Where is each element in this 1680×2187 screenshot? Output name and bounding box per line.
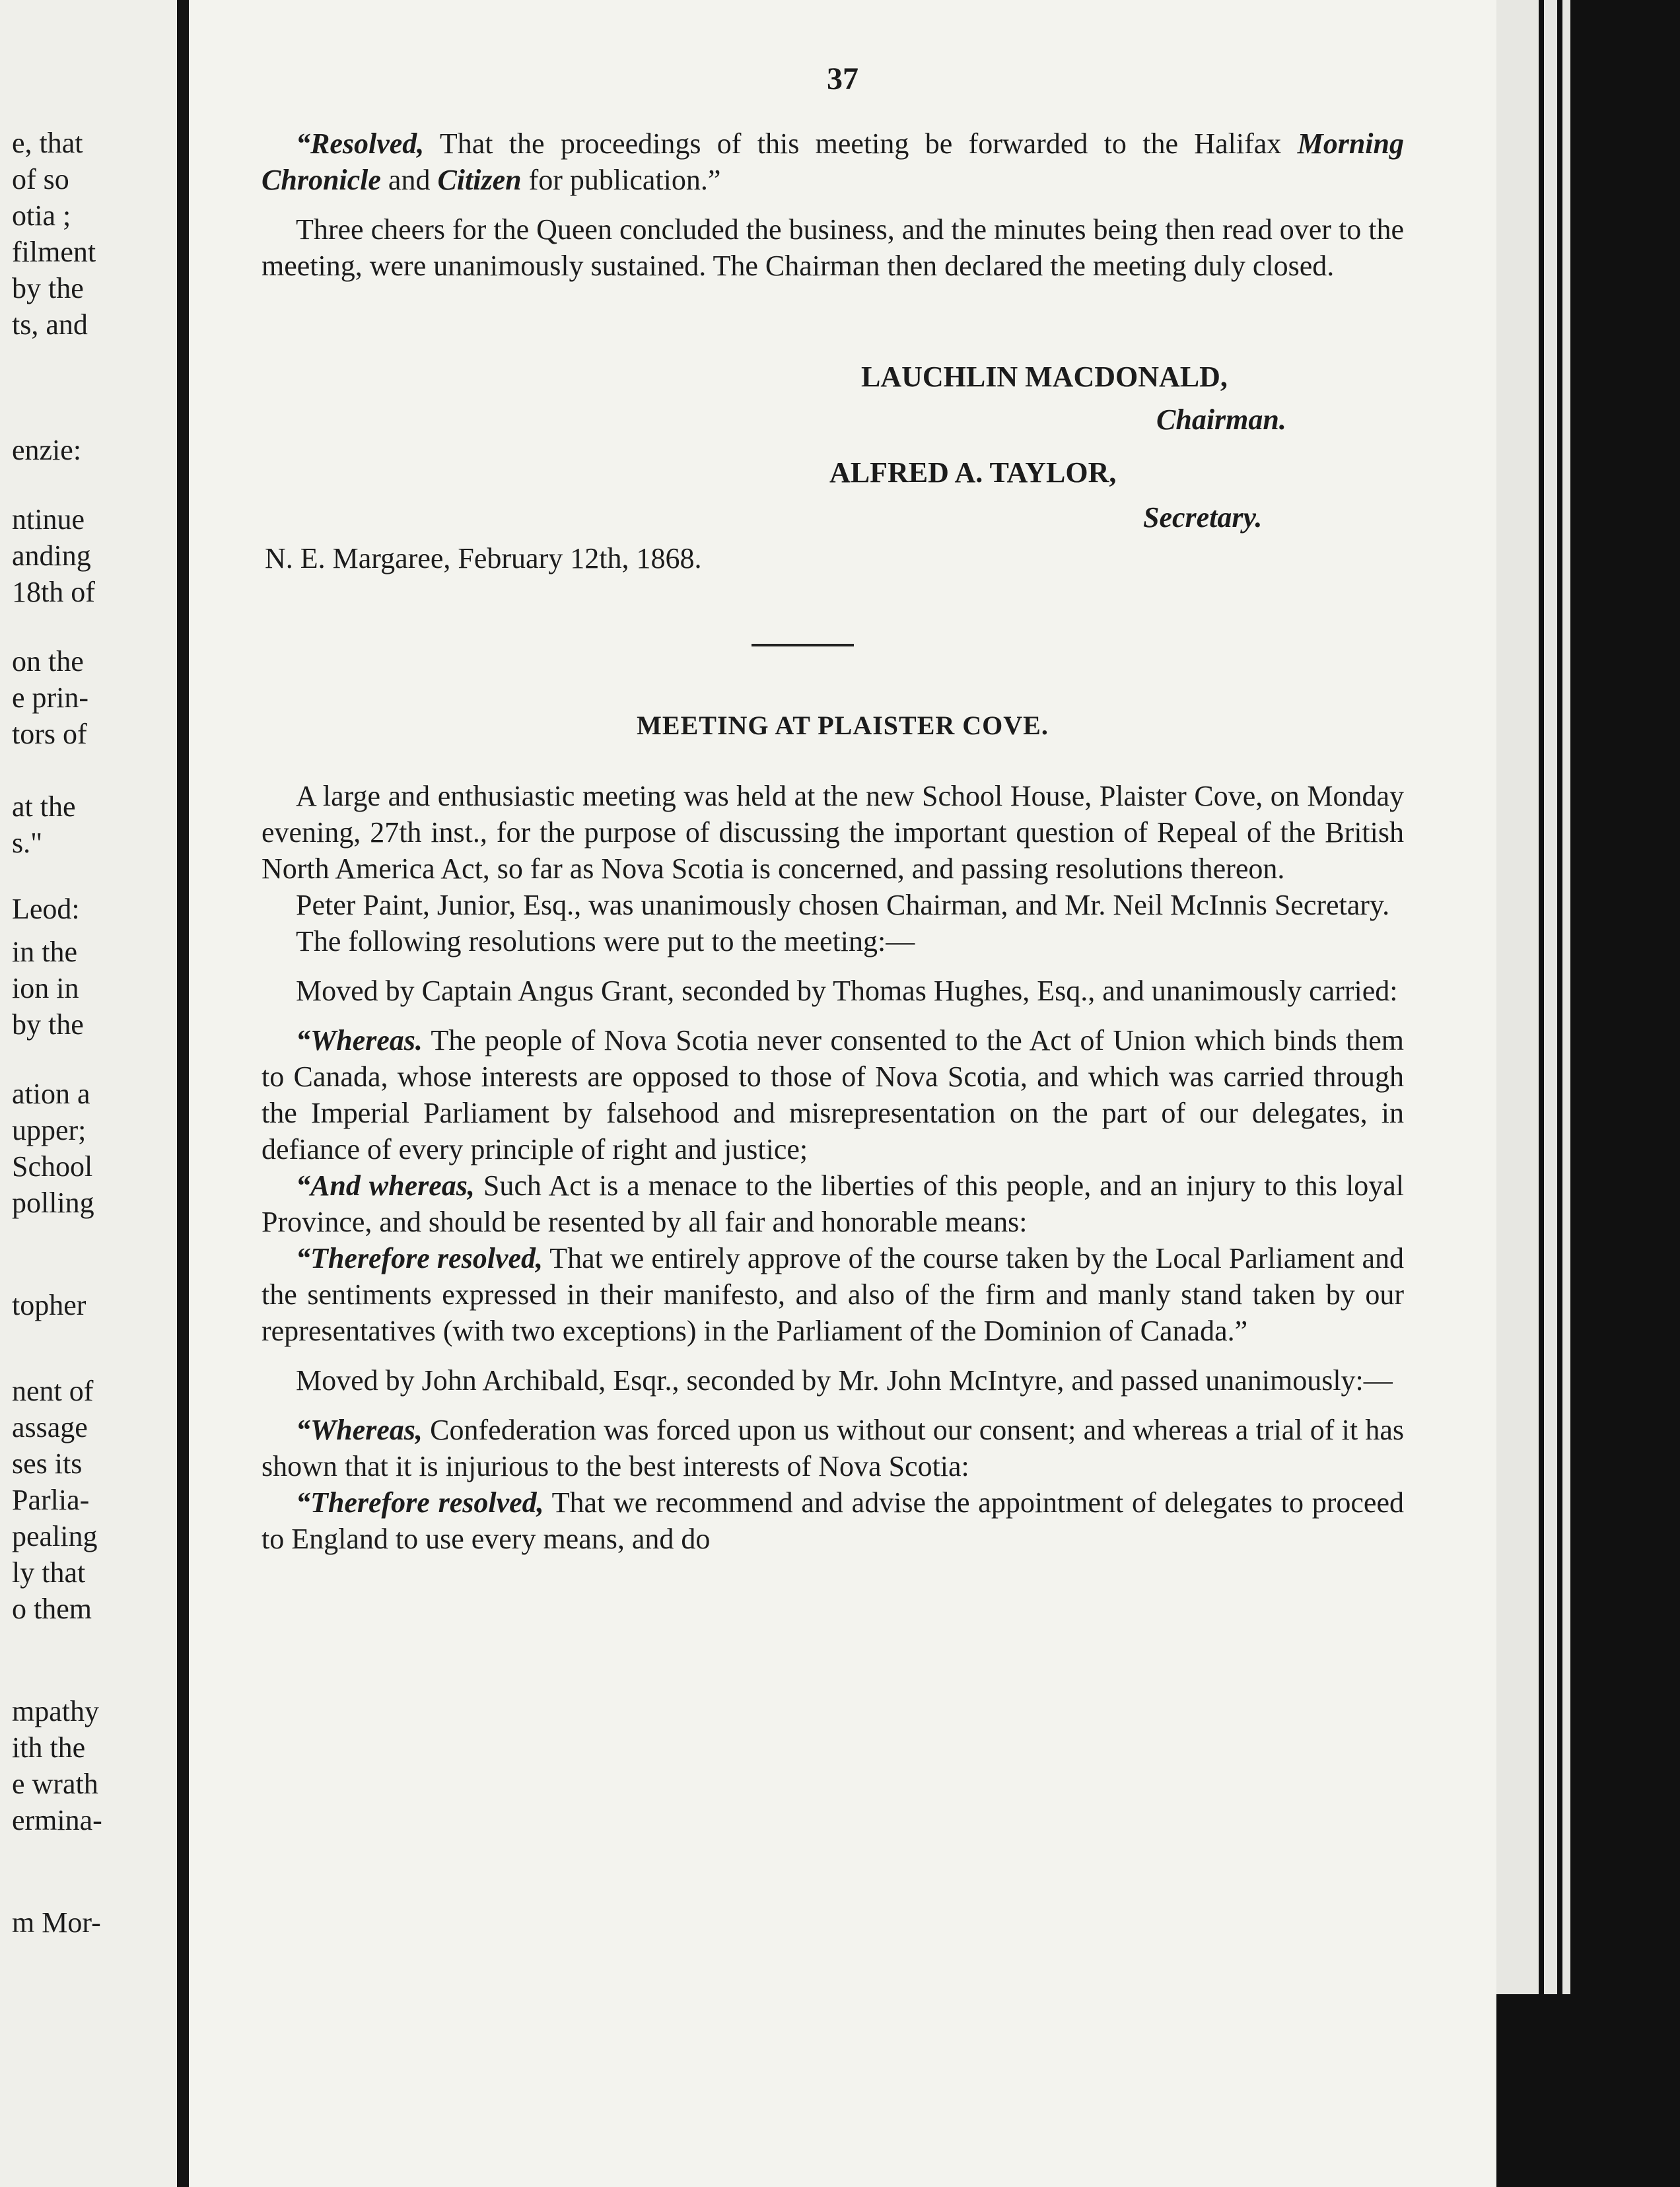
left-page-line: pealing (12, 1520, 98, 1552)
left-page-line: anding (12, 539, 91, 572)
document-page (189, 0, 1496, 2187)
resolved-text-c: for publication.” (521, 164, 721, 196)
chairman-title: Chairman. (1156, 403, 1286, 436)
left-page-line: polling (12, 1187, 94, 1219)
secretary-title: Secretary. (1143, 501, 1263, 534)
motion-2: Moved by John Archibald, Esqr., seconded by Mr. John McIntyre, and passed unanimously:— (296, 1364, 1393, 1397)
page-edges (1496, 0, 1680, 2187)
section-heading: MEETING AT PLAISTER COVE. (637, 711, 1049, 740)
whereas-2 (262, 1167, 1404, 1240)
page-edge-sheet (1496, 0, 1539, 1994)
left-page-line: s." (12, 827, 43, 859)
left-page-line: in the (12, 936, 77, 968)
left-page-line: topher (12, 1289, 87, 1321)
left-page-line: ion in (12, 972, 79, 1004)
newspaper-name-2: Citizen (437, 164, 522, 196)
resolved-text-a: That the proceedings of this meeting be forwarded to the Halifax (424, 127, 1298, 160)
left-page-line: mpathy (12, 1695, 99, 1727)
left-page-line: by the (12, 272, 84, 304)
page-edge-sheet (1544, 0, 1557, 1994)
left-page-line: Leod: (12, 893, 80, 925)
left-page-line: ly that (12, 1556, 86, 1589)
chair-paragraph: Peter Paint, Junior, Esq., was unanimously chosen Chairman, and Mr. Neil McInnis Secretary. (296, 889, 1390, 921)
resolved-2 (262, 1484, 1404, 1557)
whereas-1-lead: “Whereas. (296, 1024, 423, 1057)
whereas-3-lead: “Whereas, (296, 1414, 423, 1446)
meeting-report (262, 778, 1404, 1557)
left-page-line: enzie: (12, 434, 82, 466)
left-page-line: ith the (12, 1731, 86, 1764)
whereas-1-text: The people of Nova Scotia never consented to the Act of Union which binds them to Canada, whose interests are opposed to those of Nova Scotia, and which was carried through the Imperial Parliament by falsehood and misrepresentation on the part of our delegates, in defiance of every principle of right and justice; (262, 1024, 1404, 1165)
date-line: N. E. Margaree, February 12th, 1868. (265, 542, 702, 574)
left-page-line: ts, and (12, 308, 88, 341)
whereas-3-text: Confederation was forced upon us without our consent; and whereas a trial of it has shown that it is injurious to the best interests of Nova Scotia: (262, 1414, 1404, 1482)
left-page-line: on the (12, 645, 84, 677)
left-page-line: assage (12, 1411, 88, 1443)
resolved-1-text: That we entirely approve of the course taken by the Local Parliament and the sentiments expressed in their manifesto, and also of the firm and manly stand taken by our representatives (with two exceptions) in the Parliament of the Dominion of Canada.” (262, 1242, 1404, 1347)
left-page-line: upper; (12, 1114, 87, 1146)
left-page-line: otia ; (12, 199, 71, 232)
left-page-line: ermina- (12, 1804, 102, 1836)
section-divider (752, 644, 854, 646)
left-page-line: o them (12, 1593, 92, 1625)
left-page-line: ntinue (12, 503, 85, 536)
opening-paragraphs (262, 125, 1404, 284)
resolved-1-lead: “Therefore resolved, (296, 1242, 543, 1274)
secretary-name: ALFRED A. TAYLOR, (829, 456, 1117, 489)
left-page-line: at the (12, 790, 76, 823)
left-page-line: tors of (12, 718, 87, 750)
whereas-2-lead: “And whereas, (296, 1169, 475, 1202)
left-page-line: nent of (12, 1375, 94, 1407)
left-page-line: e wrath (12, 1768, 98, 1800)
page-edge-sheet (1562, 0, 1570, 1994)
left-page-line: of so (12, 163, 69, 195)
left-page-line: m Mor- (12, 1906, 101, 1939)
chairman-name: LAUCHLIN MACDONALD, (861, 361, 1228, 393)
resolved-2-lead: “Therefore resolved, (296, 1486, 544, 1519)
left-page-line: e prin- (12, 681, 89, 714)
whereas-2-text: Such Act is a menace to the liberties of this people, and an injury to this loyal Province, and should be resented by all fair and honorable means: (262, 1169, 1404, 1238)
page-number: 37 (827, 61, 858, 96)
resolved-text-b: and (380, 164, 438, 196)
left-page-line: 18th of (12, 576, 95, 608)
closing-paragraph: Three cheers for the Queen concluded the business, and the minutes being then read over to the meeting, were unanimously sustained. The Chairman then declared the meeting duly closed. (262, 213, 1404, 282)
resolution-publication (262, 125, 1404, 198)
left-page-line: Parlia- (12, 1484, 90, 1516)
left-page-line: ation a (12, 1078, 90, 1110)
following-paragraph: The following resolutions were put to the meeting:— (296, 925, 915, 957)
motion-1: Moved by Captain Angus Grant, seconded by Thomas Hughes, Esq., and unanimously carried: (296, 975, 1398, 1007)
left-page-line: School (12, 1150, 93, 1183)
resolved-1 (262, 1240, 1404, 1349)
whereas-1 (262, 1022, 1404, 1167)
left-page-fragment (0, 0, 177, 2187)
left-page-line: filment (12, 236, 96, 268)
left-page-line: by the (12, 1008, 84, 1041)
resolved-2-text: That we recommend and advise the appointment of delegates to proceed to England to use every means, and do (262, 1486, 1404, 1555)
left-page-line: e, that (12, 127, 83, 159)
whereas-3 (262, 1412, 1404, 1484)
newspaper-name-1: Morning Chronicle (262, 127, 1404, 196)
left-page-line: ses its (12, 1447, 83, 1480)
intro-paragraph: A large and enthusiastic meeting was held at the new School House, Plaister Cove, on Monday evening, 27th inst., for the purpose of discussing the important question of Repeal of the British North America Act, so far as Nova Scotia is concerned, and passing resolutions thereon. (262, 780, 1404, 885)
resolved-lead: “Resolved, (296, 127, 425, 160)
binding-gutter (177, 0, 189, 2187)
